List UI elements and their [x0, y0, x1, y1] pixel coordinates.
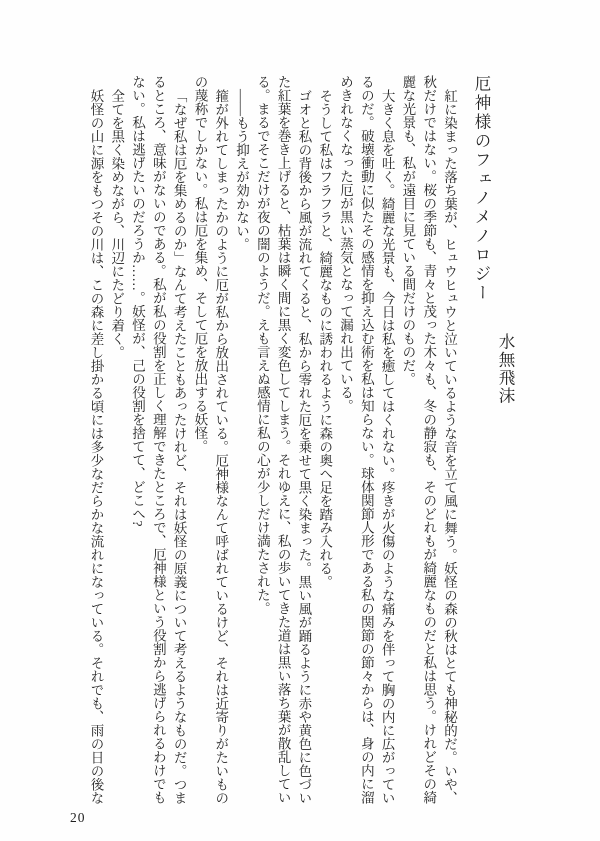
paragraph: ——もう抑えが効かない。 — [234, 88, 250, 251]
story-body — [85, 75, 459, 809]
paragraph: ゴオと私の背後から風が流れてくると、私から零れた厄を乗せて黒く染まった。黒い風が踊るように赤や黄色に色づいた紅葉を巻き上げると、枯葉は瞬く間に黒く変色してしまう。それゆえに、私の歩いてきた道は黒い落ち葉が散乱している。まるでそこだけが夜の闇のようだ。えも言えぬ感情に私の心が少しだけ満たされた。 — [254, 75, 312, 804]
page-number: 20 — [70, 810, 86, 825]
vertical-text-block — [85, 75, 517, 809]
paragraph: 箍が外れてしまったかのように厄が私から放出されている。厄神様なんて呼ばれているけど、それは近寄りがたいものの蔑称でしかない。私は厄を集め、そして厄を放出する妖怪。 — [192, 75, 229, 804]
paragraph: 大きく息を吐く。綺麗な光景も、今日は私を癒してはくれない。疼きが火傷のような痛みを伴って胸の内に広がっているのだ。破壊衝動に似たその感情を抑え込む術を私は知らない。球体関節人形である私の関節の節々からは、身の内に溜めきれなくなった厄が黒い蒸気となって漏れ出ている。 — [338, 75, 395, 804]
paragraph: 「なぜ私は厄を集めるのか」なんて考えたこともあったけれど、それは妖怪の原義について考えるようなものだ。つまるところ、意味がないのである。私が私の役割を正しく理解できたところで、厄神様という役割から逃げられるわけでもない。私は逃げたいのだろうか……。妖怪が、己の役割を捨てて、どこへ? — [130, 75, 187, 804]
paragraph: 妖怪の山に源をもつその川は、この森に差し掛かる頃には多少なだらかな流れになっている。それでも、雨の日の後な — [88, 88, 104, 804]
paragraph: そうして私はフラフラと、綺麗なものに誘われるように森の奥へ足を踏み入れる。 — [317, 88, 333, 588]
paragraph: 全てを黒く染めながら、川辺にたどり着く。 — [109, 88, 125, 359]
story-title: 厄神様のフェノメノロジー — [472, 75, 491, 303]
paragraph: 紅に染まった落ち葉が、ヒュウヒュウと泣いているような音を立て風に舞う。妖怪の森の秋はとても神秘的だ。いや、秋だけではない。桜の季節も、青々と茂った木々も、冬の静寂も、そのどれもが綺麗なものだと私は思う。けれどその綺麗な光景も、私が遠目に見ている間だけのものだ。 — [400, 75, 457, 804]
author-name: 水無飛沫 — [496, 333, 515, 405]
